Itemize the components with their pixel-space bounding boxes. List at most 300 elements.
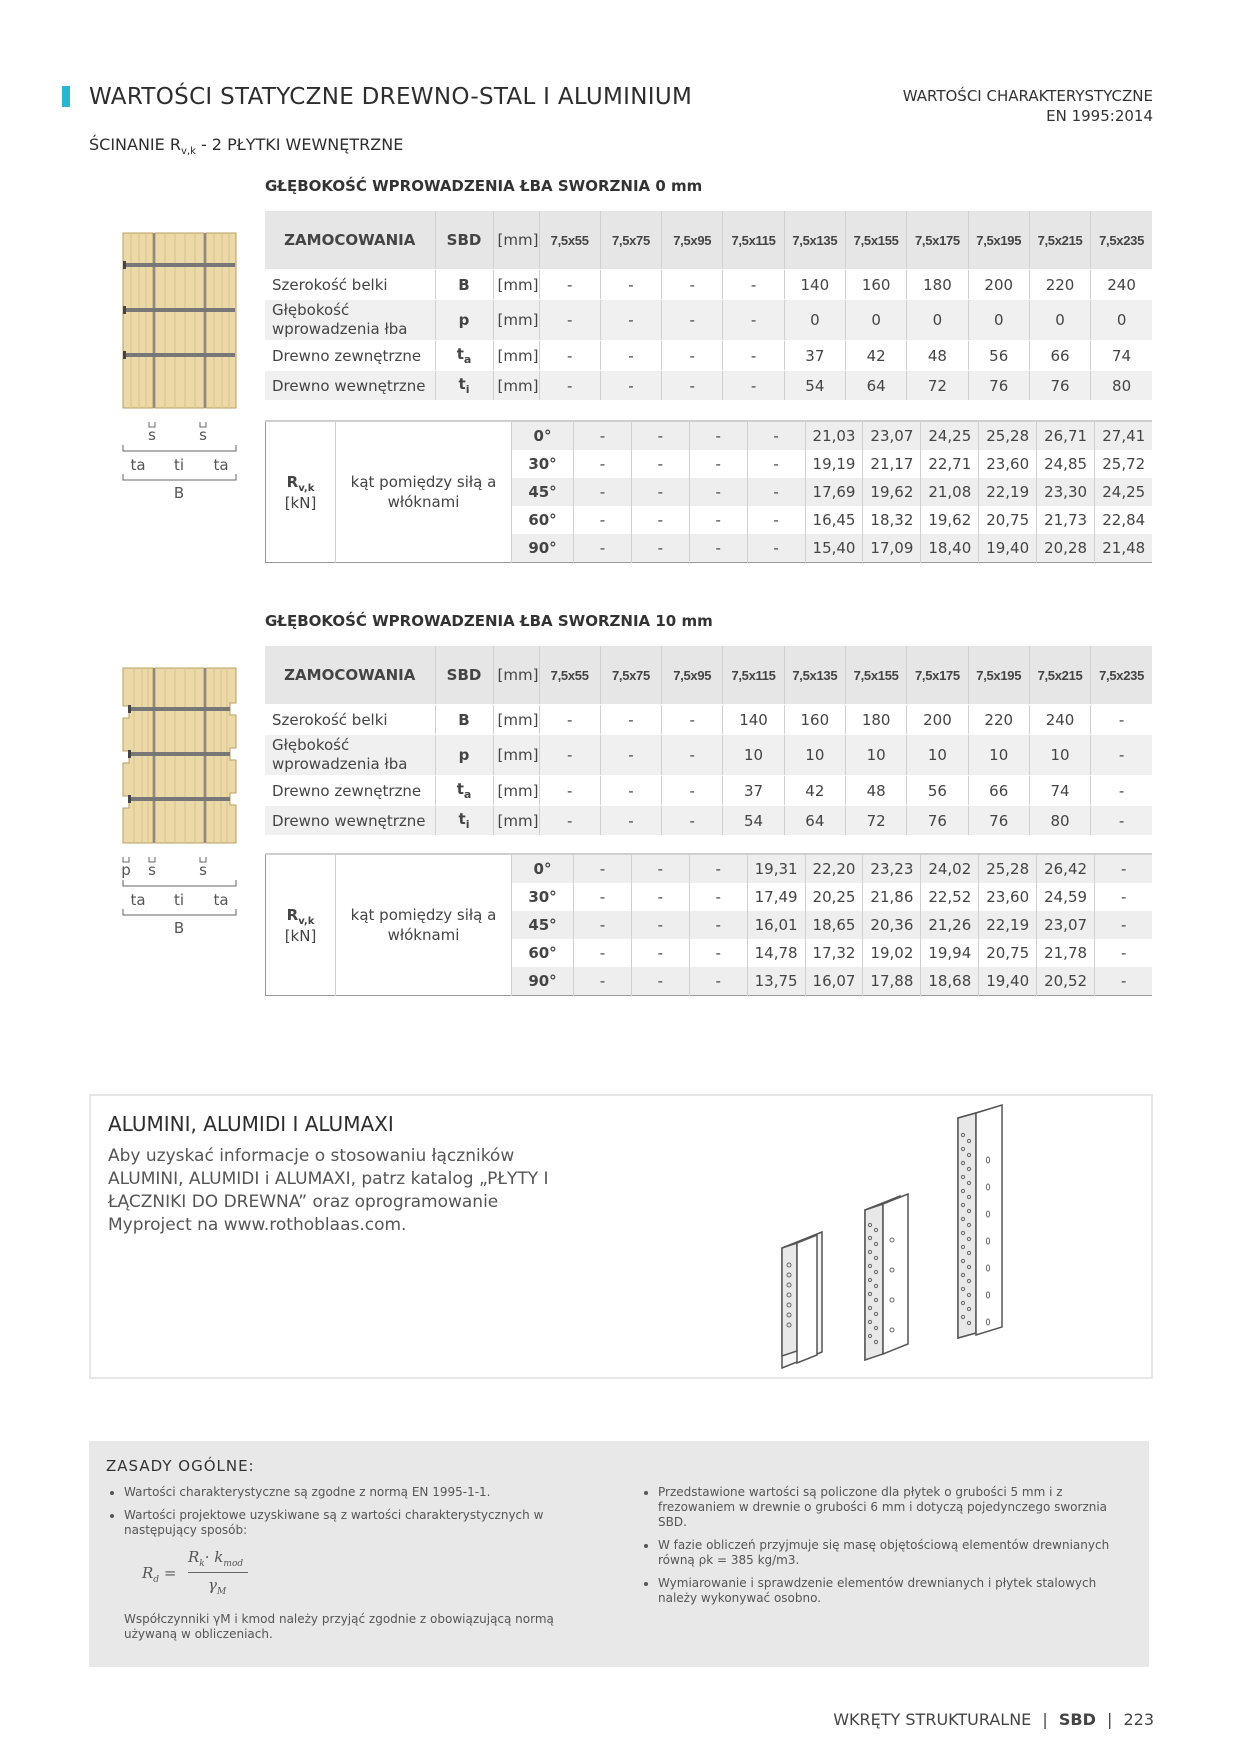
value-cell: 80	[1029, 806, 1090, 836]
value-cell: 16,01	[747, 911, 805, 939]
value-cell: -	[574, 939, 632, 967]
value-cell: 66	[968, 776, 1029, 806]
value-cell: 200	[968, 270, 1029, 300]
subtitle-suffix: - 2 PŁYTKI WEWNĘTRZNE	[195, 135, 404, 154]
value-cell: 22,84	[1102, 511, 1146, 529]
value-cell: 17,88	[863, 967, 921, 996]
value-cell: -	[539, 371, 600, 401]
header-cell: SBD	[435, 646, 493, 705]
value-cell: 20,75	[979, 939, 1037, 967]
symbol-sub: i	[465, 818, 470, 831]
rvk-unit: [kN]	[284, 926, 317, 945]
row-unit: [mm]	[493, 270, 539, 300]
value-cell: 0	[784, 300, 845, 341]
value-cell: 37	[723, 776, 784, 806]
table-row	[265, 735, 1152, 776]
value-cell: 14,78	[747, 939, 805, 967]
value-cell: 23,60	[979, 450, 1037, 478]
section1-title: GŁĘBOKOŚĆ WPROWADZENIA ŁBA SWORZNIA 0 mm	[265, 177, 703, 195]
connection-diagram-1	[115, 230, 245, 502]
value-cell: 24,02	[921, 854, 979, 883]
row-symbol	[435, 371, 493, 401]
table-row	[265, 705, 1152, 735]
diagram1-ta1: ta	[130, 456, 146, 474]
table-row	[265, 371, 1152, 401]
table-header-row	[265, 211, 1152, 270]
value-cell: 22,52	[921, 883, 979, 911]
header-cell: 7,5x215	[1029, 211, 1090, 270]
value-cell: 10	[907, 735, 968, 776]
alumini-title: ALUMINI, ALUMIDI I ALUMAXI	[108, 1112, 394, 1136]
angle-cell: 60°	[512, 506, 574, 534]
formula-den-sub: M	[216, 1587, 227, 1597]
value-cell: -	[662, 735, 723, 776]
value-cell: -	[1091, 806, 1152, 836]
diagram2-p: p	[121, 861, 131, 879]
angle-cell: 30°	[512, 450, 574, 478]
value-cell: 13,75	[747, 967, 805, 996]
value-cell: -	[539, 705, 600, 735]
value-cell: -	[662, 341, 723, 371]
value-cell: -	[662, 806, 723, 836]
row-label: Szerokość belki	[265, 270, 435, 300]
rvk-symbol: R	[286, 472, 299, 491]
value-cell: -	[747, 450, 805, 478]
header-right-line2: EN 1995:2014	[1046, 107, 1153, 125]
value-cell: 64	[784, 806, 845, 836]
footer-sep-1: |	[1042, 1710, 1048, 1729]
row-symbol	[435, 776, 493, 806]
rvk-symbol: R	[286, 905, 299, 924]
formula	[136, 1546, 596, 1604]
value-cell: 80	[1091, 371, 1152, 401]
value-cell: 21,08	[921, 478, 979, 506]
value-cell: 10	[784, 735, 845, 776]
value-cell: -	[574, 854, 632, 883]
value-cell: 27,41	[1095, 421, 1153, 450]
rvk-unit: [kN]	[284, 493, 317, 512]
value-cell: -	[631, 421, 689, 450]
diagram2-ta2: ta	[213, 891, 229, 909]
value-cell: 0	[1029, 300, 1090, 341]
value-cell: -	[631, 854, 689, 883]
value-cell: -	[600, 776, 661, 806]
value-cell: 17,09	[863, 534, 921, 563]
value-cell: -	[723, 270, 784, 300]
rule-right-3: • Wymiarowanie i sprawdzenie elementów drewnianych i płytek stalowych należy wykonywać osobno.	[658, 1576, 1130, 1606]
header-cell: 7,5x115	[723, 211, 784, 270]
value-cell: 180	[907, 270, 968, 300]
value-cell: 21,26	[921, 911, 979, 939]
rvk-label	[266, 421, 336, 563]
value-cell: -	[600, 806, 661, 836]
header-accent-bar	[62, 86, 70, 107]
diagram2-b: B	[173, 919, 185, 937]
header-cell: 7,5x135	[784, 646, 845, 705]
header-cell: SBD	[435, 211, 493, 270]
value-cell: -	[1095, 854, 1153, 883]
value-cell: -	[689, 911, 747, 939]
page-number: 223	[1123, 1710, 1154, 1729]
value-cell: -	[574, 421, 632, 450]
value-cell: -	[539, 300, 600, 341]
value-cell: 76	[907, 806, 968, 836]
value-cell: 17,69	[805, 478, 863, 506]
value-cell: 19,62	[863, 478, 921, 506]
value-cell: 54	[723, 806, 784, 836]
table-row	[265, 300, 1152, 341]
footer-product: SBD	[1058, 1710, 1096, 1729]
value-cell: -	[689, 883, 747, 911]
header-cell: [mm]	[493, 646, 539, 705]
value-cell: -	[539, 735, 600, 776]
value-cell: 20,36	[863, 911, 921, 939]
value-cell: 76	[968, 806, 1029, 836]
connection-diagram-2	[115, 665, 245, 937]
header-cell: 7,5x55	[539, 211, 600, 270]
row-symbol: B	[435, 705, 493, 735]
value-cell: 17,49	[747, 883, 805, 911]
table-row	[265, 806, 1152, 836]
formula-numerator	[188, 1550, 243, 1572]
value-cell: 56	[968, 341, 1029, 371]
section2-geometry-table	[265, 646, 1152, 836]
table-row	[265, 270, 1152, 300]
table-row	[266, 854, 1153, 883]
value-cell: 21,73	[1037, 506, 1095, 534]
row-unit: [mm]	[493, 300, 539, 341]
value-cell: 25,72	[1102, 455, 1146, 473]
diagram2-ti: ti	[173, 891, 185, 909]
value-cell: 25,28	[979, 421, 1037, 450]
value-cell: -	[574, 883, 632, 911]
header-cell: 7,5x155	[845, 211, 906, 270]
angle-cell: 45°	[512, 478, 574, 506]
angle-cell: 30°	[512, 883, 574, 911]
subtitle-prefix: ŚCINANIE R	[89, 135, 181, 154]
page-subtitle	[89, 135, 403, 157]
row-symbol: p	[435, 735, 493, 776]
value-cell: -	[723, 341, 784, 371]
header-cell: 7,5x115	[723, 646, 784, 705]
header-cell: 7,5x195	[968, 211, 1029, 270]
value-cell: 220	[968, 705, 1029, 735]
row-unit: [mm]	[493, 806, 539, 836]
angle-label: kąt pomiędzy siłą a włóknami	[336, 854, 512, 996]
value-cell: -	[662, 371, 723, 401]
general-rules-left	[106, 1485, 596, 1642]
value-cell: 21,48	[1095, 534, 1153, 563]
page-footer	[833, 1710, 1154, 1729]
value-cell: 22,71	[921, 450, 979, 478]
value-cell: 25,28	[979, 854, 1037, 883]
value-cell: 19,19	[805, 450, 863, 478]
value-cell: -	[600, 341, 661, 371]
section2-title: GŁĘBOKOŚĆ WPROWADZENIA ŁBA SWORZNIA 10 mm	[265, 612, 713, 630]
value-cell: 10	[968, 735, 1029, 776]
diagram1-s1: s	[148, 426, 156, 444]
formula-den-gamma: γ	[208, 1576, 217, 1594]
value-cell: 22,20	[805, 854, 863, 883]
value-cell: 23,23	[863, 854, 921, 883]
value-cell: -	[1121, 888, 1127, 906]
value-cell: 200	[907, 705, 968, 735]
formula-num-r-sub: k	[199, 1559, 205, 1569]
rvk-label	[266, 854, 336, 996]
value-cell: -	[539, 270, 600, 300]
value-cell: 24,25	[921, 421, 979, 450]
general-rules-title: ZASADY OGÓLNE:	[106, 1457, 255, 1475]
symbol-main: t	[458, 375, 466, 393]
value-cell: 10	[1029, 735, 1090, 776]
page-title: WARTOŚCI STATYCZNE DREWNO-STAL I ALUMINIUM	[89, 84, 693, 110]
row-label: Drewno wewnętrzne	[265, 371, 435, 401]
symbol-main: t	[456, 780, 464, 798]
value-cell: -	[747, 421, 805, 450]
section1-resistance-table	[265, 420, 1152, 563]
value-cell: -	[747, 534, 805, 563]
value-cell: 10	[723, 735, 784, 776]
row-label: Drewno wewnętrzne	[265, 806, 435, 836]
alumini-text: Aby uzyskać informacje o stosowaniu łączników ALUMINI, ALUMIDI i ALUMAXI, patrz katalog „PŁYTY I ŁĄCZNIKI DO DREWNA” oraz oprogramowanie Myproject na www.rothoblaas.com.	[108, 1146, 549, 1235]
formula-num-k: · k	[204, 1548, 224, 1566]
table-row	[265, 776, 1152, 806]
header-cell: 7,5x195	[968, 646, 1029, 705]
diagram2-s1: s	[148, 861, 156, 879]
rule-note: Współczynniki γM i kmod należy przyjąć zgodnie z obowiązującą normą używaną w obliczeniach.	[124, 1612, 554, 1641]
value-cell: -	[1091, 735, 1152, 776]
value-cell: 19,94	[921, 939, 979, 967]
angle-cell: 90°	[512, 967, 574, 996]
value-cell: -	[600, 371, 661, 401]
value-cell: 24,59	[1037, 883, 1095, 911]
value-cell: -	[631, 534, 689, 563]
value-cell: 76	[968, 371, 1029, 401]
value-cell: -	[689, 421, 747, 450]
value-cell: 74	[1091, 341, 1152, 371]
angle-cell: 90°	[512, 534, 574, 563]
value-cell: 48	[907, 341, 968, 371]
value-cell: 23,30	[1037, 478, 1095, 506]
value-cell: 21,78	[1037, 939, 1095, 967]
value-cell: -	[631, 506, 689, 534]
rule-left-1: • Wartości charakterystyczne są zgodne z normą EN 1995-1-1.	[124, 1485, 596, 1500]
value-cell: 160	[784, 705, 845, 735]
angle-cell: 60°	[512, 939, 574, 967]
value-cell: 37	[784, 341, 845, 371]
row-unit: [mm]	[493, 341, 539, 371]
value-cell: 19,62	[921, 506, 979, 534]
angle-cell: 0°	[512, 421, 574, 450]
value-cell: 0	[845, 300, 906, 341]
row-unit: [mm]	[493, 705, 539, 735]
value-cell: 20,75	[979, 506, 1037, 534]
value-cell: 54	[784, 371, 845, 401]
value-cell: -	[574, 911, 632, 939]
symbol-sub: a	[463, 788, 472, 801]
value-cell: -	[1091, 705, 1152, 735]
value-cell: 21,03	[805, 421, 863, 450]
row-symbol	[435, 341, 493, 371]
value-cell: 0	[968, 300, 1029, 341]
rule-right-1: • Przedstawione wartości są policzone dla płytek o grubości 5 mm i z frezowaniem w drewnie o grubości 6 mm i dotyczą pojedynczego sworznia SBD.	[658, 1485, 1130, 1530]
symbol-main: t	[458, 810, 466, 828]
rvk-sub: v,k	[298, 482, 315, 494]
value-cell: 20,28	[1037, 534, 1095, 563]
row-label: Szerokość belki	[265, 705, 435, 735]
value-cell: 24,25	[1095, 478, 1153, 506]
value-cell: -	[689, 967, 747, 996]
header-cell: 7,5x95	[662, 646, 723, 705]
formula-fraction-line	[188, 1572, 248, 1573]
value-cell: 18,32	[863, 506, 921, 534]
header-cell: 7,5x135	[784, 211, 845, 270]
row-unit: [mm]	[493, 371, 539, 401]
header-cell: [mm]	[493, 211, 539, 270]
value-cell: -	[723, 371, 784, 401]
value-cell: 48	[845, 776, 906, 806]
value-cell: 160	[845, 270, 906, 300]
header-cell: ZAMOCOWANIA	[265, 646, 435, 705]
value-cell: -	[574, 506, 632, 534]
value-cell: -	[539, 806, 600, 836]
value-cell: 21,86	[863, 883, 921, 911]
value-cell: 140	[723, 705, 784, 735]
formula-num-r: R	[188, 1548, 200, 1566]
diagram1-ta2: ta	[213, 456, 229, 474]
value-cell: -	[631, 450, 689, 478]
header-cell: 7,5x235	[1091, 646, 1152, 705]
formula-denominator	[208, 1578, 226, 1600]
row-symbol	[435, 806, 493, 836]
rvk-sub: v,k	[298, 915, 315, 927]
value-cell: -	[631, 939, 689, 967]
row-label: Głębokość wprowadzenia łba	[265, 735, 435, 776]
value-cell: 20,52	[1037, 967, 1095, 996]
value-cell: 24,85	[1037, 450, 1095, 478]
header-cell: ZAMOCOWANIA	[265, 211, 435, 270]
value-cell: 16,45	[805, 506, 863, 534]
value-cell: -	[600, 735, 661, 776]
value-cell: 22,19	[979, 478, 1037, 506]
angle-cell: 0°	[512, 854, 574, 883]
value-cell: -	[1095, 911, 1153, 939]
row-symbol: B	[435, 270, 493, 300]
value-cell: 23,60	[979, 883, 1037, 911]
value-cell: -	[539, 341, 600, 371]
table-row	[266, 421, 1153, 450]
header-cell: 7,5x55	[539, 646, 600, 705]
value-cell: -	[574, 967, 632, 996]
header-standard	[903, 86, 1153, 126]
header-cell: 7,5x235	[1091, 211, 1152, 270]
header-cell: 7,5x75	[600, 646, 661, 705]
header-right-line1: WARTOŚCI CHARAKTERYSTYCZNE	[902, 87, 1153, 105]
value-cell: -	[662, 300, 723, 341]
value-cell: 19,40	[979, 534, 1037, 563]
value-cell: 240	[1091, 270, 1152, 300]
value-cell: -	[574, 478, 632, 506]
symbol-sub: a	[463, 353, 472, 366]
value-cell: 15,40	[805, 534, 863, 563]
value-cell: 74	[1029, 776, 1090, 806]
subtitle-sub: v,k	[180, 146, 196, 158]
header-cell: 7,5x155	[845, 646, 906, 705]
alumini-brackets-illustration	[770, 1110, 1050, 1360]
value-cell: 220	[1029, 270, 1090, 300]
value-cell: -	[723, 300, 784, 341]
value-cell: 21,17	[863, 450, 921, 478]
header-cell: 7,5x175	[907, 211, 968, 270]
table-row	[265, 341, 1152, 371]
value-cell: 10	[845, 735, 906, 776]
value-cell: 16,07	[805, 967, 863, 996]
value-cell: -	[600, 300, 661, 341]
value-cell: -	[689, 450, 747, 478]
value-cell: -	[747, 478, 805, 506]
general-rules-right	[640, 1485, 1130, 1614]
value-cell: -	[574, 534, 632, 563]
header-cell: 7,5x215	[1029, 646, 1090, 705]
value-cell: 26,71	[1037, 421, 1095, 450]
value-cell: 72	[907, 371, 968, 401]
formula-lhs-sub: d	[153, 1575, 160, 1585]
value-cell: 42	[784, 776, 845, 806]
diagram1-b: B	[173, 484, 185, 502]
row-symbol: p	[435, 300, 493, 341]
formula-lhs-symbol: R	[142, 1564, 154, 1582]
value-cell: 180	[845, 705, 906, 735]
value-cell: 56	[907, 776, 968, 806]
value-cell: -	[631, 478, 689, 506]
value-cell: -	[631, 967, 689, 996]
footer-text: WKRĘTY STRUKTURALNE	[833, 1710, 1032, 1729]
value-cell: -	[1121, 944, 1127, 962]
symbol-main: t	[456, 345, 464, 363]
value-cell: -	[689, 939, 747, 967]
value-cell: -	[689, 478, 747, 506]
value-cell: 26,42	[1037, 854, 1095, 883]
value-cell: -	[689, 506, 747, 534]
value-cell: 19,40	[979, 967, 1037, 996]
value-cell: 140	[784, 270, 845, 300]
row-label: Głębokość wprowadzenia łba	[265, 300, 435, 341]
section1-geometry-table	[265, 211, 1152, 401]
value-cell: -	[600, 270, 661, 300]
value-cell: 42	[845, 341, 906, 371]
table-header-row	[265, 646, 1152, 705]
value-cell: -	[1091, 776, 1152, 806]
value-cell: -	[574, 450, 632, 478]
footer-sep-2: |	[1106, 1710, 1113, 1729]
diagram1-s2: s	[199, 426, 207, 444]
angle-cell: 45°	[512, 911, 574, 939]
row-label: Drewno zewnętrzne	[265, 776, 435, 806]
value-cell: 0	[907, 300, 968, 341]
diagram2-ta1: ta	[130, 891, 146, 909]
value-cell: 18,65	[805, 911, 863, 939]
value-cell: -	[689, 534, 747, 563]
value-cell: 240	[1029, 705, 1090, 735]
value-cell: 76	[1029, 371, 1090, 401]
row-label: Drewno zewnętrzne	[265, 341, 435, 371]
value-cell: -	[747, 506, 805, 534]
angle-label: kąt pomiędzy siłą a włóknami	[336, 421, 512, 563]
value-cell: 66	[1029, 341, 1090, 371]
value-cell: -	[539, 776, 600, 806]
row-unit: [mm]	[493, 776, 539, 806]
value-cell: 72	[845, 806, 906, 836]
